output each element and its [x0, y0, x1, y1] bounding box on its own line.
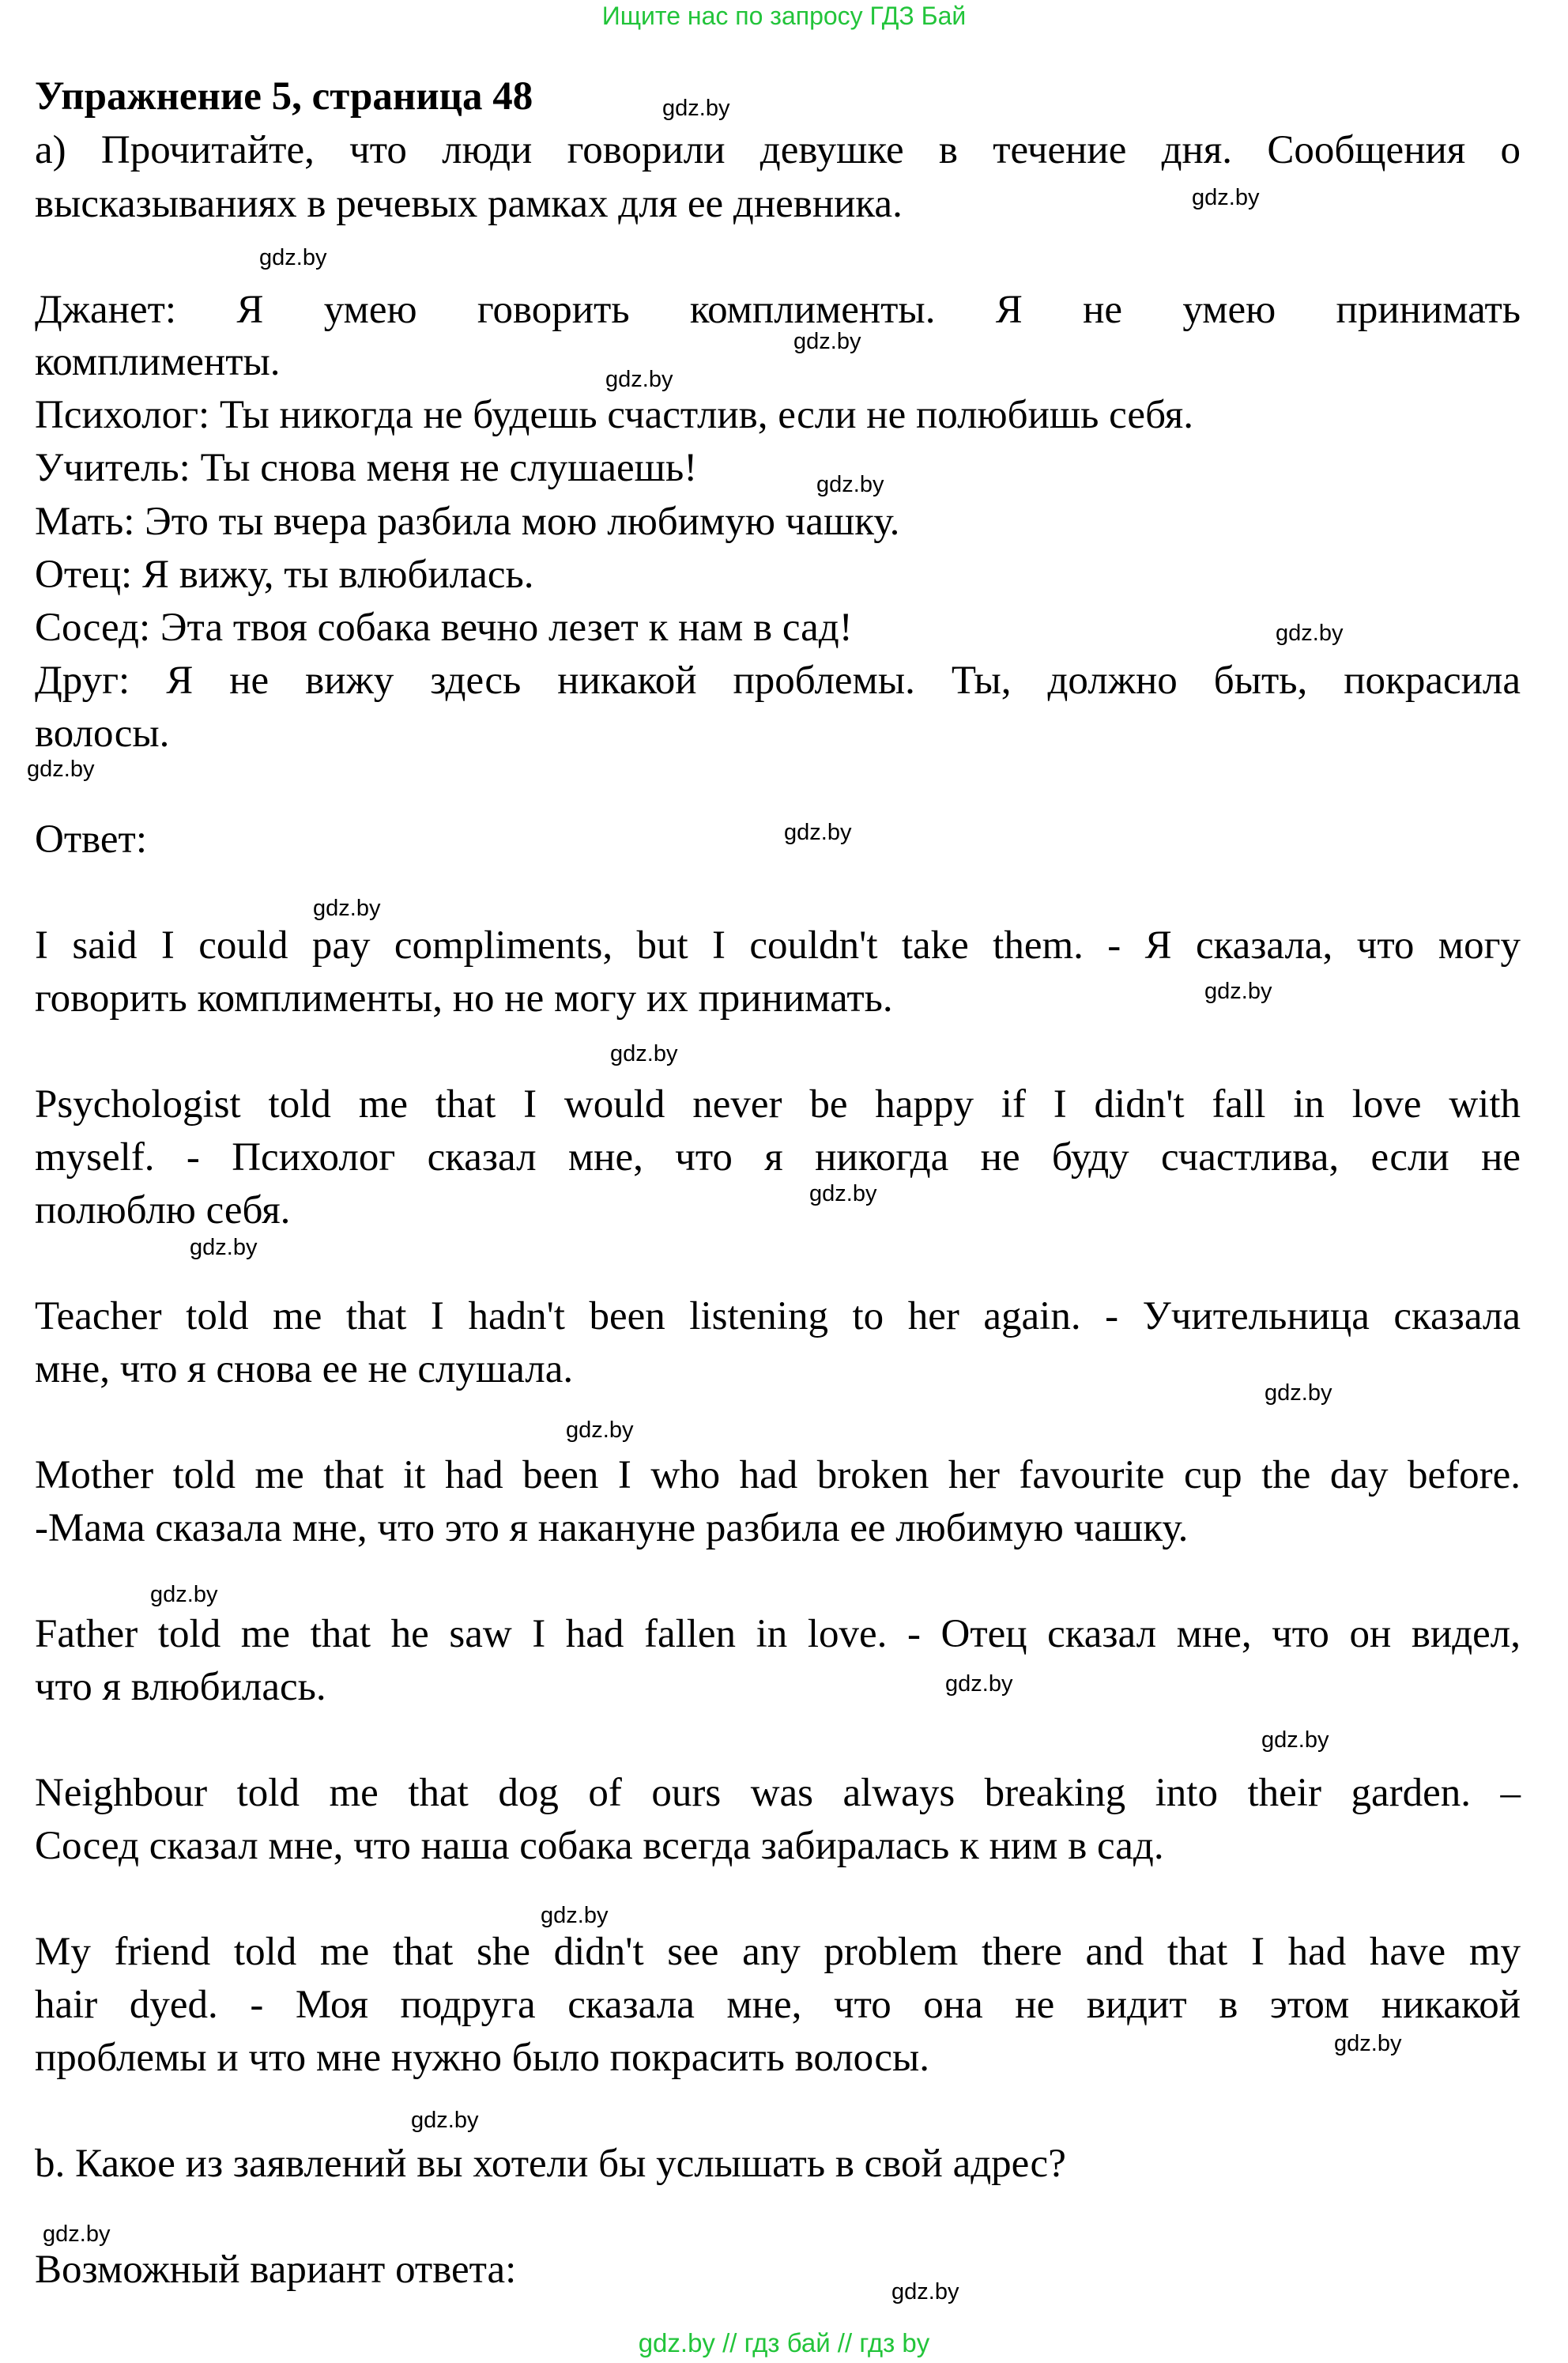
answer-label: Ответ: — [35, 817, 147, 862]
watermark: gdz.by — [1261, 1727, 1329, 1753]
watermark: gdz.by — [945, 1671, 1013, 1697]
watermark: gdz.by — [1265, 1380, 1332, 1406]
answer-line: Сосед сказал мне, что наша собака всегда забиралась к ним в сад. — [35, 1824, 1164, 1868]
answer-line: My friend told me that she didn't see any problem there and that I had have my — [35, 1930, 1521, 1974]
watermark: gdz.by — [1192, 185, 1260, 210]
watermark: gdz.by — [662, 96, 730, 121]
answer-line: мне, что я снова ее не слушала. — [35, 1347, 574, 1391]
answer-line: что я влюбилась. — [35, 1665, 326, 1709]
quote-line: Джанет: Я умею говорить комплименты. Я не умею принимать — [35, 288, 1521, 332]
watermark: gdz.by — [891, 2279, 959, 2304]
watermark: gdz.by — [259, 245, 327, 270]
answer-line: Mother told me that it had been I who had broken her favourite cup the day before. — [35, 1453, 1521, 1497]
watermark: gdz.by — [27, 757, 95, 782]
quote-line: Отец: Я вижу, ты влюбилась. — [35, 553, 534, 597]
possible-answer-label: Возможный вариант ответа: — [35, 2248, 517, 2292]
watermark: gdz.by — [816, 472, 884, 497]
quote-line: комплименты. — [35, 340, 281, 384]
watermark: gdz.by — [43, 2221, 111, 2247]
watermark: gdz.by — [1334, 2031, 1402, 2056]
watermark: gdz.by — [605, 367, 673, 392]
quote-line: Учитель: Ты снова меня не слушаешь! — [35, 446, 698, 490]
footer-links[interactable]: gdz.by // гдз бай // гдз by — [638, 2328, 930, 2357]
answer-line: I said I could pay compliments, but I couldn't take them. - Я сказала, что могу — [35, 923, 1521, 968]
watermark: gdz.by — [190, 1235, 258, 1260]
quote-line: Психолог: Ты никогда не будешь счастлив, если не полюбишь себя. — [35, 393, 1193, 437]
watermark: gdz.by — [1276, 621, 1344, 646]
watermark: gdz.by — [150, 1582, 218, 1607]
answer-line: Psychologist told me that I would never be happy if I didn't fall in love with — [35, 1082, 1521, 1127]
answer-line: Teacher told me that I hadn't been listening to her again. - Учительница сказала — [35, 1294, 1521, 1338]
watermark: gdz.by — [793, 329, 861, 354]
watermark: gdz.by — [610, 1041, 678, 1066]
watermark: gdz.by — [566, 1417, 634, 1443]
search-hint-banner[interactable]: Ищите нас по запросу ГДЗ Бай — [601, 2, 967, 30]
quote-line: Мать: Это ты вчера разбила мою любимую чашку. — [35, 500, 900, 544]
answer-line: Neighbour told me that dog of ours was always breaking into their garden. – — [35, 1771, 1521, 1815]
quote-line: Друг: Я не вижу здесь никакой проблемы. Ты, должно быть, покрасила — [35, 659, 1521, 703]
watermark: gdz.by — [541, 1903, 609, 1928]
quote-line: Сосед: Эта твоя собака вечно лезет к нам в сад! — [35, 606, 853, 650]
watermark: gdz.by — [1204, 979, 1272, 1004]
answer-line: проблемы и что мне нужно было покрасить волосы. — [35, 2036, 930, 2080]
task-a-line: а) Прочитайте, что люди говорили девушке в течение дня. Сообщения о — [35, 128, 1521, 172]
answer-line: Father told me that he saw I had fallen in love. - Отец сказал мне, что он видел, — [35, 1612, 1521, 1656]
task-a-line: высказываниях в речевых рамках для ее дневника. — [35, 182, 903, 226]
watermark: gdz.by — [313, 896, 381, 921]
task-b: b. Какое из заявлений вы хотели бы услышать в свой адрес? — [35, 2142, 1066, 2186]
watermark: gdz.by — [784, 820, 852, 845]
exercise-title: Упражнение 5, страница 48 — [35, 74, 533, 119]
answer-line: полюблю себя. — [35, 1188, 291, 1232]
watermark: gdz.by — [809, 1181, 877, 1206]
watermark: gdz.by — [411, 2108, 479, 2133]
answer-line: -Мама сказала мне, что это я накануне разбила ее любимую чашку. — [35, 1506, 1189, 1550]
answer-line: hair dyed. - Моя подруга сказала мне, что она не видит в этом никакой — [35, 1983, 1521, 2027]
quote-line: волосы. — [35, 712, 170, 756]
answer-line: myself. - Психолог сказал мне, что я никогда не буду счастлива, если не — [35, 1135, 1521, 1180]
answer-line: говорить комплименты, но не могу их принимать. — [35, 976, 893, 1021]
